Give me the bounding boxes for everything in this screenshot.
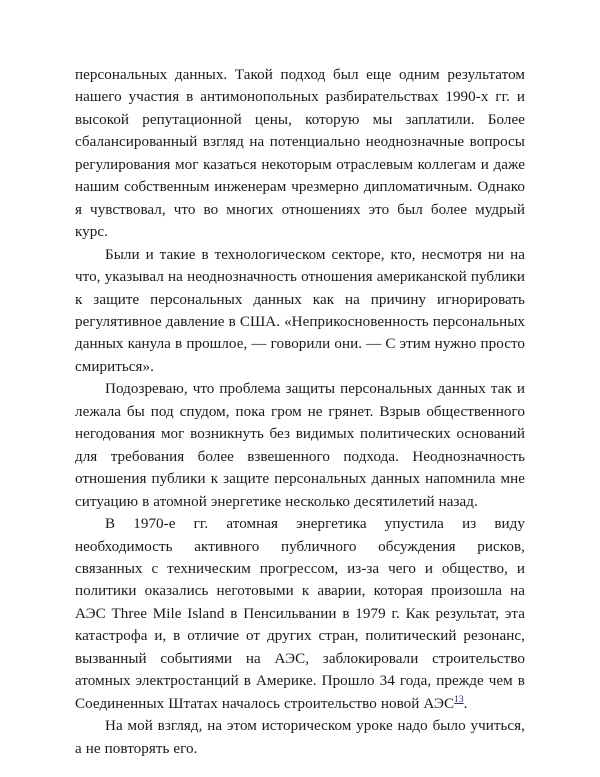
paragraph-3: Подозреваю, что проблема защиты персональных данных так и лежала бы под спудом, пока гром не грянет. Взрыв общественного негодования мог возникнуть без видимых политических оснований для требования более взвешенного подхода. Неоднозначность отношения публики к защите персональных данных напомнила мне ситуацию в атомной энергетике несколько десятилетий назад.	[75, 381, 525, 510]
footnote-reference-link[interactable]: 13	[454, 694, 464, 705]
paragraph-5: На мой взгляд, на этом историческом уроке надо было учиться, а не повторять его.	[75, 718, 525, 757]
page-text-block	[75, 64, 525, 760]
paragraph-4-text-after-footnote: .	[463, 695, 468, 712]
paragraph-4-text-before-footnote: В 1970-е гг. атомная энергетика упустила из виду необходимость активного публичного обсуждения рисков, связанных с техническим прогрессом, из-за чего и общество, и политики оказались неготовыми к аварии, которая произошла на АЭС Three Mile Island в Пенсильвании в 1979 г. Как результат, эта катастрофа и, в отличие от других стран, политический резонанс, вызванный событиями на АЭС, заблокировали строительство атомных электростанций в Америке. Прошло 34 года, прежде чем в Соединенных Штатах началось строительство новой АЭС	[75, 516, 525, 712]
paragraph-4	[75, 513, 525, 715]
paragraph-1: персональных данных. Такой подход был еще одним результатом нашего участия в антимонопольных разбирательствах 1990-х гг. и высокой репутационной цены, которую мы заплатили. Более сбалансированный взгляд на потенциально неоднозначные вопросы регулирования мог казаться некоторым отраслевым коллегам и даже нашим собственным инженерам чрезмерно дипломатичным. Однако я чувствовал, что во многих отношениях это был более мудрый курс.	[75, 67, 525, 241]
paragraph-2: Были и такие в технологическом секторе, кто, несмотря ни на что, указывал на неоднозначность отношения американской публики к защите персональных данных как на причину игнорировать регулятивное давление в США. «Неприкосновенность персональных данных канула в прошлое, — говорили они. — С этим нужно просто смириться».	[75, 246, 525, 375]
